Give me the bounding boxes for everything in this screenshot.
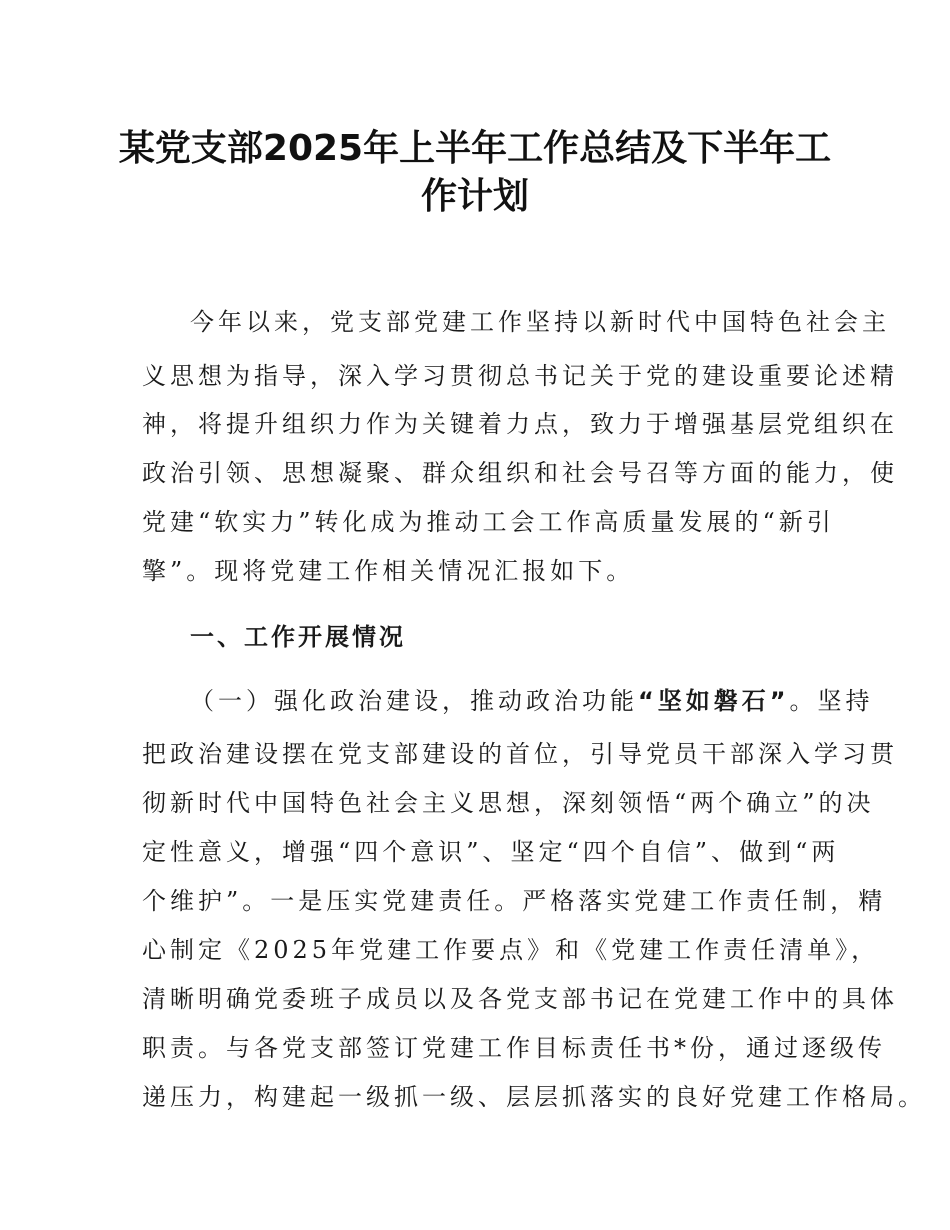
intro-line-3: 神，将提升组织力作为关键着力点，致力于增强基层党组织在 (142, 410, 898, 438)
section-heading-1: 一、工作开展情况 (190, 623, 406, 651)
subsection-1-line-3: 定性意义，增强“四个意识”、坚定“四个自信”、做到“两 (142, 838, 840, 866)
subsection-1-heading-line (142, 686, 874, 716)
document-title-line-2: 作计划 (420, 176, 529, 217)
intro-line-1: 今年以来，党支部党建工作坚持以新时代中国特色社会主 (190, 308, 890, 336)
subsection-1-line-5: 心制定《2025年党建工作要点》和《党建工作责任清单》， (142, 936, 880, 964)
document-title-line-1: 某党支部2025年上半年工作总结及下半年工 (118, 128, 832, 169)
intro-line-5: 党建“软实力”转化成为推动工会工作高质量发展的“新引 (142, 508, 835, 536)
intro-line-4: 政治引领、思想凝聚、群众组织和社会号召等方面的能力，使 (142, 459, 898, 487)
subsection-1-line-7: 职责。与各党支部签订党建工作目标责任书*份，通过逐级传 (142, 1034, 886, 1062)
subsection-1-line-8: 递压力，构建起一级抓一级、层层抓落实的良好党建工作格局。 (142, 1083, 926, 1111)
intro-line-6: 擎”。现将党建工作相关情况汇报如下。 (142, 557, 635, 585)
subsection-1-emphasis: “坚如磐石” (638, 687, 790, 715)
subsection-1-line-6: 清晰明确党委班子成员以及各党支部书记在党建工作中的具体 (142, 985, 898, 1013)
intro-line-2: 义思想为指导，深入学习贯彻总书记关于党的建设重要论述精 (142, 362, 898, 390)
subsection-1-line-4: 个维护”。一是压实党建责任。严格落实党建工作责任制，精 (142, 887, 887, 915)
subsection-1-suffix: 。坚持 (789, 687, 874, 715)
subsection-1-line-2: 彻新时代中国特色社会主义思想，深刻领悟“两个确立”的决 (142, 789, 875, 817)
subsection-1-line-1: 把政治建设摆在党支部建设的首位，引导党员干部深入学习贯 (142, 740, 898, 768)
subsection-1-prefix: （一）强化政治建设，推动政治功能 (190, 687, 638, 715)
